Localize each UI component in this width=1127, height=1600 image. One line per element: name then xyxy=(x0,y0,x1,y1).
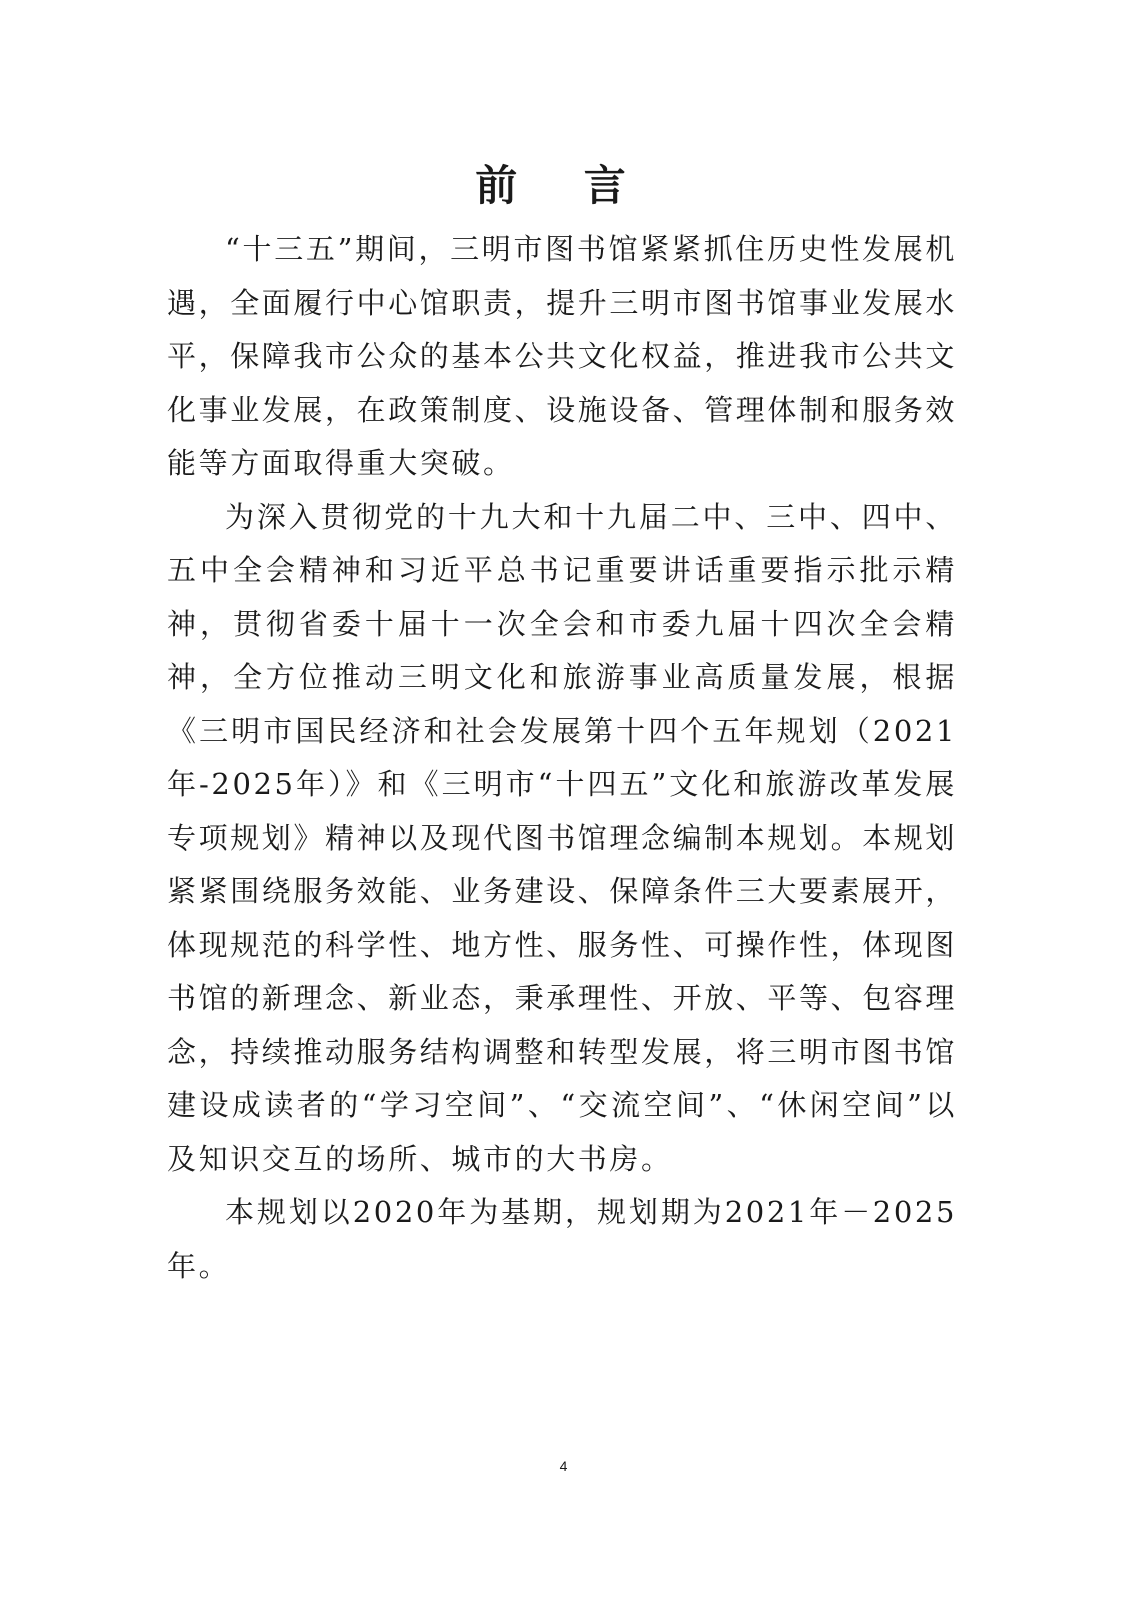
paragraph-1: “十三五”期间，三明市图书馆紧紧抓住历史性发展机遇，全面履行中心馆职责，提升三明市图书馆事业发展水平，保障我市公众的基本公共文化权益，推进我市公共文化事业发展，在政策制度、设施设备、管理体制和服务效能等方面取得重大突破。 xyxy=(167,232,958,480)
paragraph-3: 本规划以2020年为基期，规划期为2021年－2025年。 xyxy=(167,1195,957,1283)
page-title: 前 言 xyxy=(475,161,652,211)
page-number: 4 xyxy=(559,1458,568,1474)
paragraph-2: 为深入贯彻党的十九大和十九届二中、三中、四中、五中全会精神和习近平总书记重要讲话重要指示批示精神，贯彻省委十届十一次全会和市委九届十四次全会精神，全方位推动三明文化和旅游事业高质量发展，根据《三明市国民经济和社会发展第十四个五年规划（2021年-2025年）》和《三明市“十四五”文化和旅游改革发展专项规划》精神以及现代图书馆理念编制本规划。本规划紧紧围绕服务效能、业务建设、保障条件三大要素展开，体现规范的科学性、地方性、服务性、可操作性，体现图书馆的新理念、新业态，秉承理性、开放、平等、包容理念，持续推动服务结构调整和转型发展，将三明市图书馆建设成读者的“学习空间”、“交流空间”、“休闲空间”以及知识交互的场所、城市的大书房。 xyxy=(167,499,958,1176)
body-text xyxy=(167,223,957,1293)
